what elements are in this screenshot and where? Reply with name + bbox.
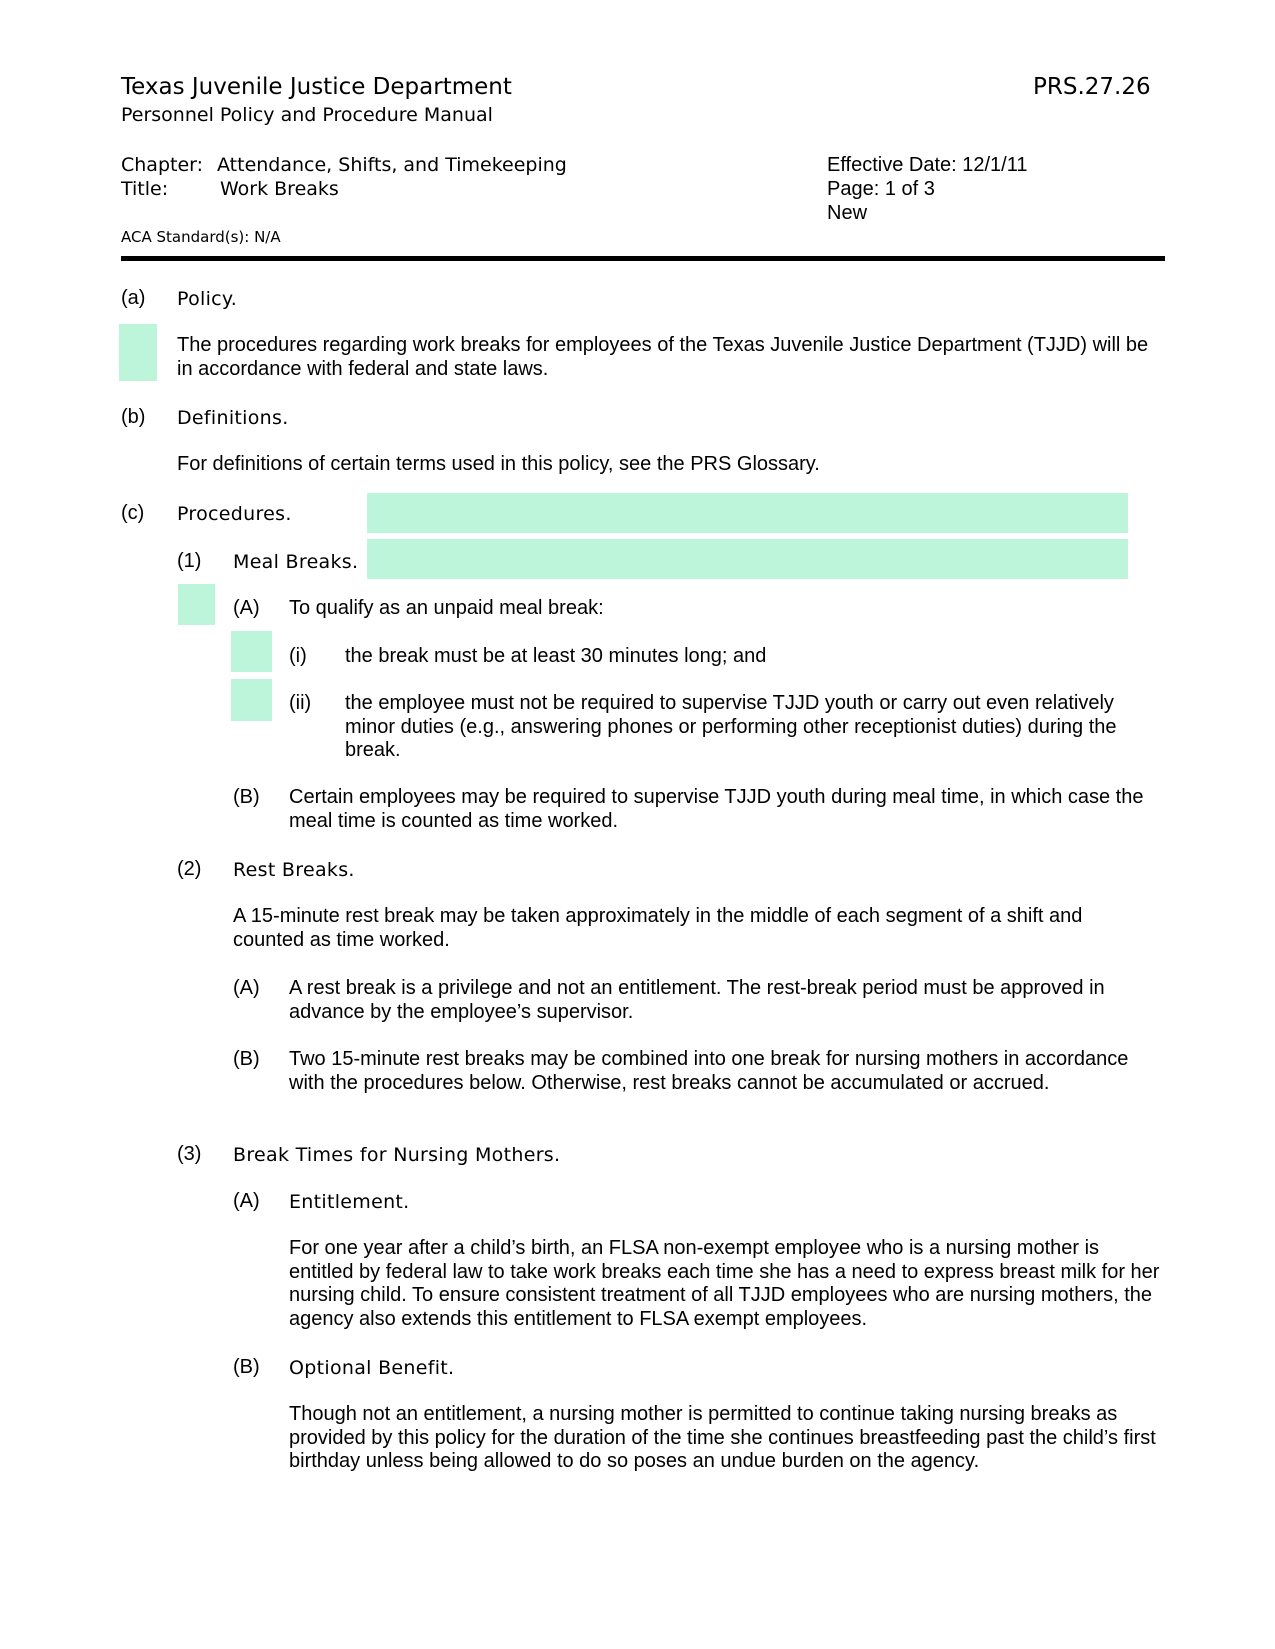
highlight-mark [178, 584, 215, 625]
effective-date: Effective Date: 12/1/11 [827, 154, 1028, 176]
highlight-mark [231, 679, 272, 721]
section-c-heading: Procedures. [177, 503, 292, 525]
section-a-text: The procedures regarding work breaks for employees of the Texas Juvenile Justice Department (TJJD) will be in accordance with federal and state laws. [177, 334, 1149, 380]
meal-A-label: (A) [233, 597, 260, 619]
meal-A-i-label: (i) [289, 645, 307, 667]
highlight-mark [119, 324, 157, 381]
meal-A-ii-label: (ii) [289, 692, 312, 714]
header-rule [121, 256, 1165, 261]
nursing-A-label: (A) [233, 1190, 260, 1212]
section-b-text: For definitions of certain terms used in this policy, see the PRS Glossary. [177, 453, 820, 475]
rest-breaks-label: (2) [177, 858, 202, 880]
meal-B-text: Certain employees may be required to supervise TJJD youth during meal time, in which case the meal time is counted as time worked. [289, 786, 1144, 832]
section-b-label: (b) [121, 406, 146, 428]
title-label: Title: [121, 178, 169, 200]
nursing-B-label: (B) [233, 1356, 260, 1378]
meal-B-label: (B) [233, 786, 260, 808]
page-number: Page: 1 of 3 [827, 178, 935, 200]
manual-name: Personnel Policy and Procedure Manual [121, 104, 493, 126]
highlight-mark [367, 493, 1128, 533]
rest-B-label: (B) [233, 1048, 260, 1070]
chapter-value: Attendance, Shifts, and Timekeeping [217, 154, 567, 176]
section-a-heading: Policy. [177, 288, 238, 310]
section-a-label: (a) [121, 287, 146, 309]
chapter-label: Chapter: [121, 154, 204, 176]
meal-A-text: To qualify as an unpaid meal break: [289, 597, 604, 619]
rest-breaks-heading: Rest Breaks. [233, 859, 355, 881]
status-new: New [827, 202, 868, 224]
nursing-A-heading: Entitlement. [289, 1191, 410, 1213]
rest-A-text: A rest break is a privilege and not an entitlement. The rest-break period must be approved in advance by the employee’s supervisor. [289, 977, 1105, 1023]
section-c-label: (c) [121, 502, 145, 524]
nursing-A-text: For one year after a child’s birth, an FLSA non-exempt employee who is a nursing mother is entitled by federal law to take work breaks each time she has a need to express breast milk for her nursing child. To ensure consistent treatment of all TJJD employees who are nursing mothers, the agency also extends this entitlement to FLSA exempt employees. [289, 1237, 1160, 1330]
highlight-mark [367, 539, 1128, 579]
rest-B-text: Two 15-minute rest breaks may be combined into one break for nursing mothers in accordance with the procedures below. Otherwise, rest breaks cannot be accumulated or accrued. [289, 1048, 1129, 1094]
section-b-heading: Definitions. [177, 407, 289, 429]
meal-A-i-text: the break must be at least 30 minutes long; and [345, 645, 767, 667]
agency-name: Texas Juvenile Justice Department [121, 74, 512, 100]
rest-breaks-text: A 15-minute rest break may be taken approximately in the middle of each segment of a shift and counted as time worked. [233, 905, 1083, 951]
title-value: Work Breaks [220, 178, 339, 200]
meal-A-ii-text: the employee must not be required to supervise TJJD youth or carry out even relatively minor duties (e.g., answering phones or performing other receptionist duties) during the break. [345, 692, 1117, 761]
nursing-B-heading: Optional Benefit. [289, 1357, 455, 1379]
highlight-mark [231, 631, 272, 672]
aca-standard: ACA Standard(s): N/A [121, 228, 281, 246]
meal-breaks-heading: Meal Breaks. [233, 551, 359, 573]
nursing-label: (3) [177, 1143, 202, 1165]
nursing-heading: Break Times for Nursing Mothers. [233, 1144, 561, 1166]
rest-A-label: (A) [233, 977, 260, 999]
document-number: PRS.27.26 [1033, 74, 1151, 100]
nursing-B-text: Though not an entitlement, a nursing mother is permitted to continue taking nursing breaks as provided by this policy for the duration of the time she continues breastfeeding past the child’s first birthday unless being allowed to do so poses an undue burden on the agency. [289, 1403, 1156, 1472]
meal-breaks-label: (1) [177, 550, 202, 572]
